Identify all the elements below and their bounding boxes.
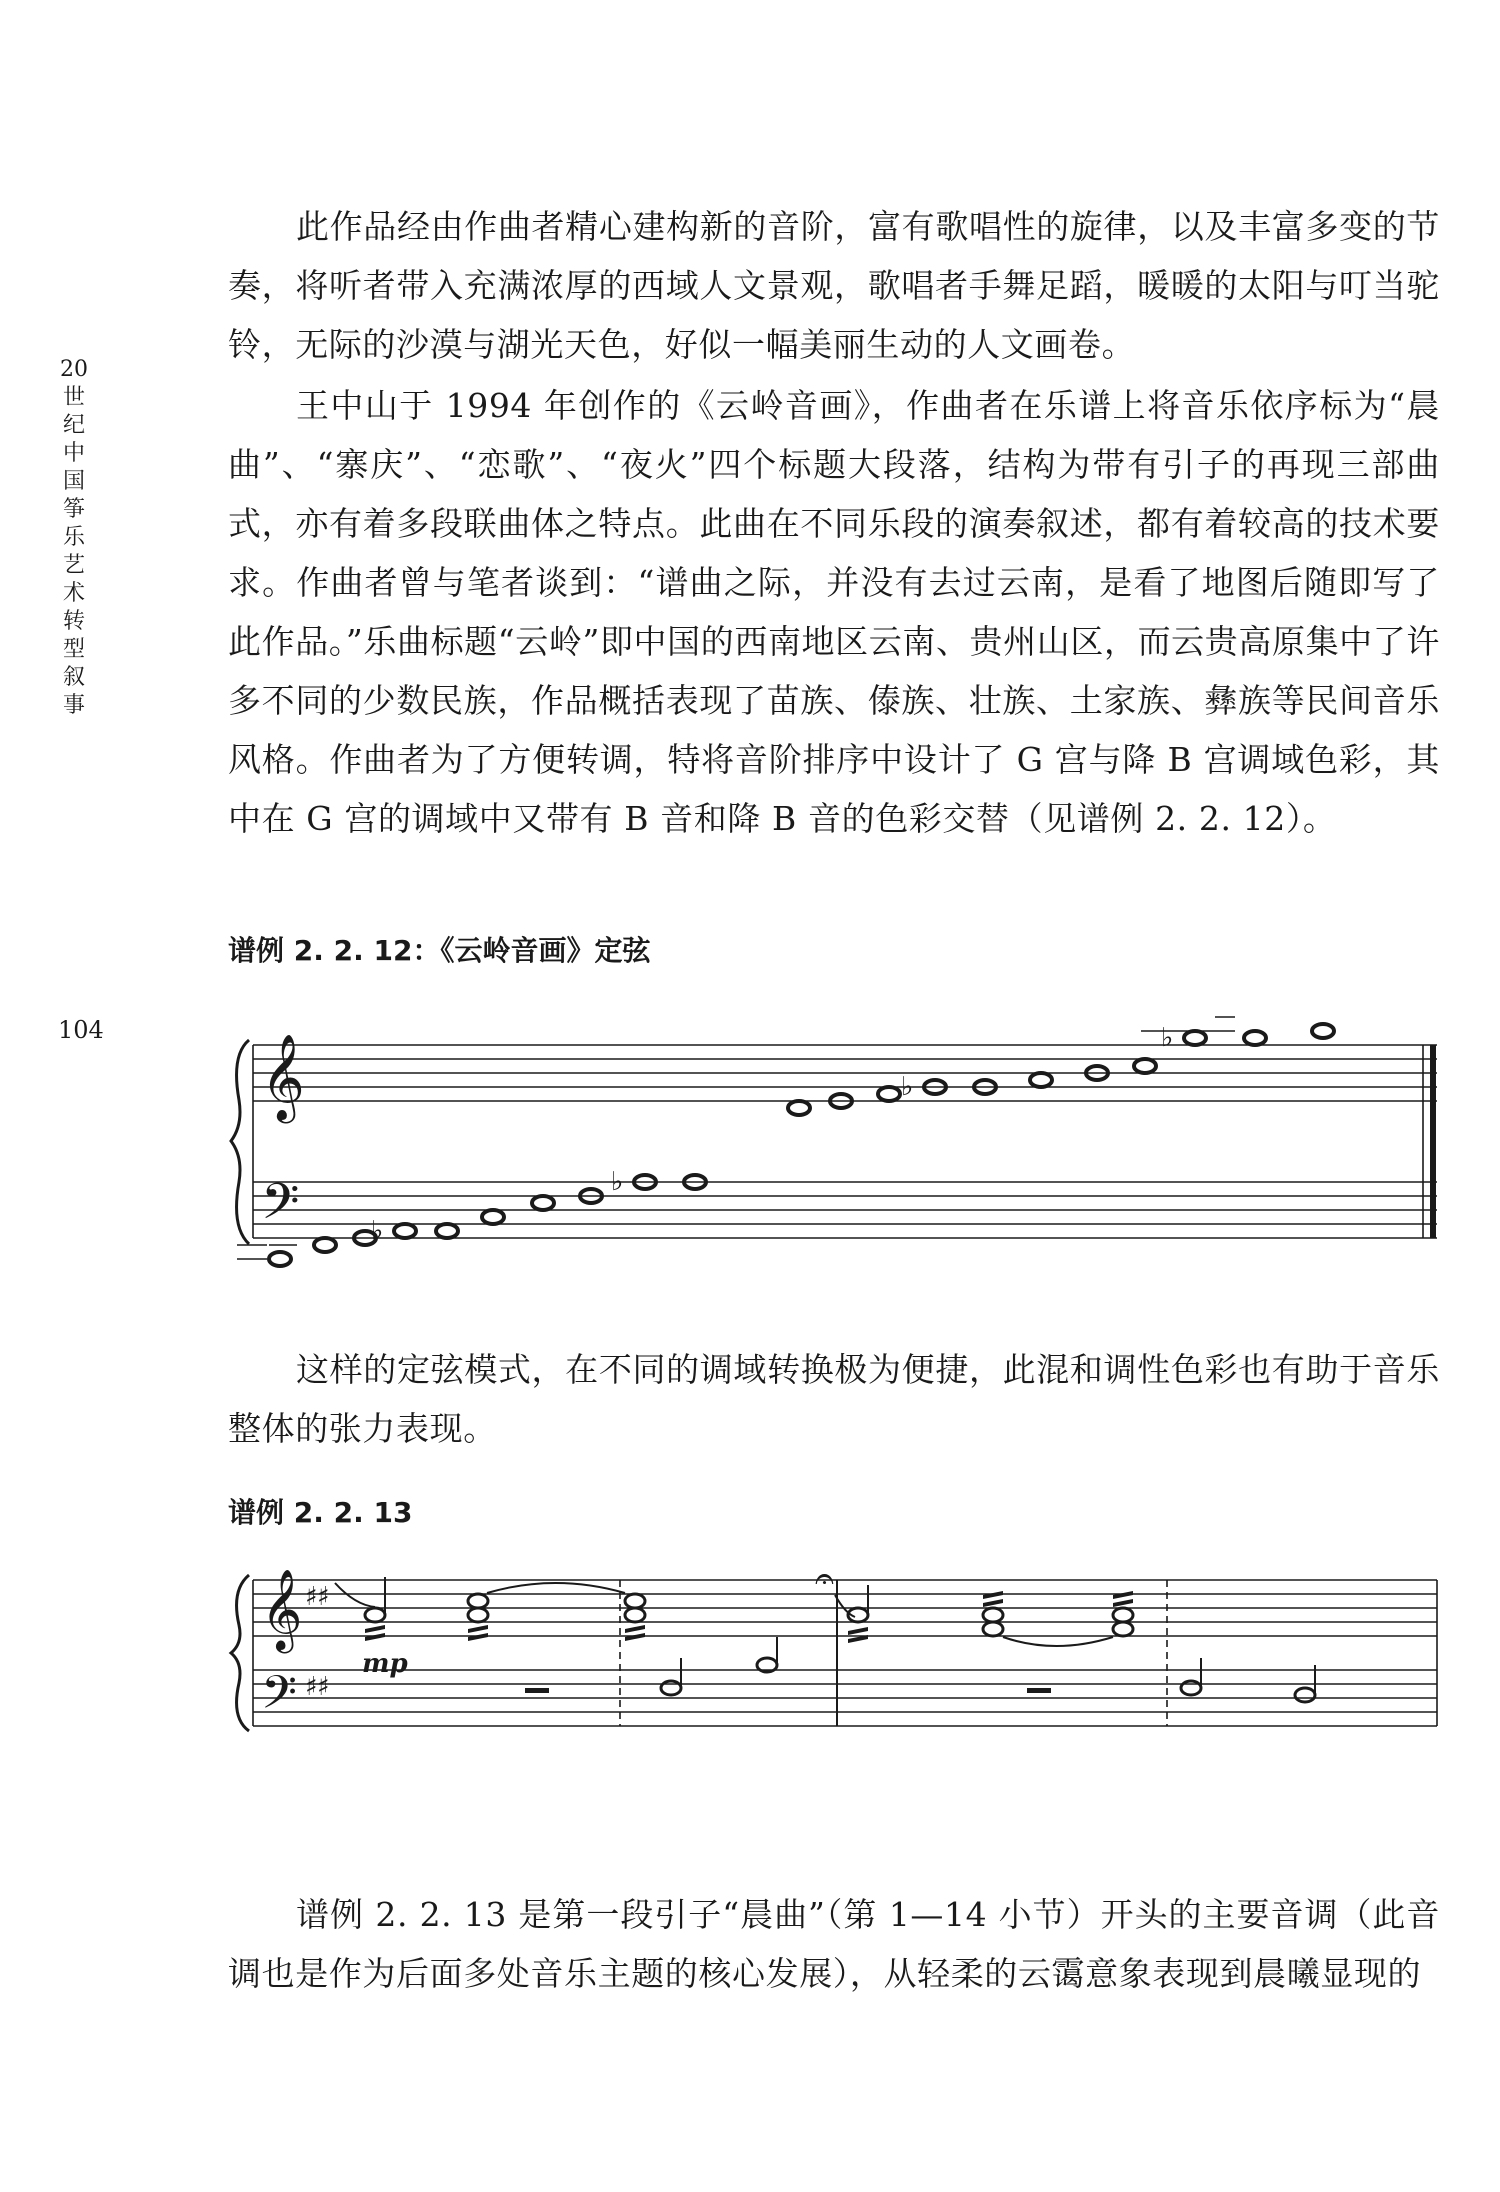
tuning-note — [878, 1087, 900, 1101]
tuning-note — [1184, 1031, 1206, 1045]
page-number: 104 — [58, 1016, 104, 1044]
tuning-note — [314, 1238, 336, 1252]
tuning-note — [532, 1196, 554, 1210]
flat-sign: ♭ — [371, 1216, 384, 1246]
paragraph-2: 王中山于 1994 年创作的《云岭音画》，作曲者在乐谱上将音乐依序标为“晨曲”、“寨庆”、“恋歌”、“夜火”四个标题大段落，结构为带有引子的再现三部曲式，亦有着多段联曲体之特点。此曲在不同乐段的演奏叙述，都有着较高的技术要求。作曲者曾与笔者谈到：“谱曲之际，并没有去过云南，是看了地图后随即写了此作品。”乐曲标题“云岭”即中国的西南地区云南、贵州山区，而云贵高原集中了许多不同的少数民族，作品概括表现了苗族、傣族、壮族、土家族、彝族等民间音乐风格。作曲者为了方便转调，特将音阶排序中设计了 G 宫与降 B 宫调域色彩，其中在 G 宫的调域中又带有 B 音和降 B 音的色彩交替（见谱例 2. 2. 12）。 — [228, 386, 1440, 838]
svg-text:♯: ♯ — [317, 1672, 330, 1702]
tuning-note — [788, 1101, 810, 1115]
tuning-note — [1244, 1031, 1266, 1045]
svg-text:𝄐: 𝄐 — [815, 1565, 834, 1599]
dynamic-mp: mp — [362, 1649, 408, 1679]
svg-text:♯: ♯ — [305, 1672, 318, 1702]
paragraph-3: 这样的定弦模式，在不同的调域转换极为便捷，此混和调性色彩也有助于音乐整体的张力表现。 — [228, 1350, 1440, 1448]
side-running-title: 20 世纪中国筝乐艺术转型叙事 — [60, 357, 88, 718]
opening-score — [225, 1565, 1457, 1747]
tuning-score — [225, 1010, 1457, 1272]
tuning-note — [436, 1224, 458, 1238]
svg-text:𝄢: 𝄢 — [261, 1666, 298, 1731]
flat-sign: ♭ — [611, 1167, 624, 1197]
flat-sign: ♭ — [901, 1072, 914, 1102]
flat-sign: ♭ — [1161, 1023, 1174, 1053]
tuning-note — [1312, 1024, 1334, 1038]
example-2-2-13-caption: 谱例 2. 2. 13 — [228, 1496, 413, 1529]
svg-text:♯: ♯ — [317, 1582, 330, 1612]
svg-text:𝄞: 𝄞 — [261, 1568, 303, 1650]
tuning-note — [394, 1224, 416, 1238]
tuning-note — [482, 1210, 504, 1224]
example-2-2-12-caption: 谱例 2. 2. 12：《云岭音画》定弦 — [228, 934, 651, 967]
tuning-note — [269, 1252, 291, 1266]
paragraph-4: 谱例 2. 2. 13 是第一段引子“晨曲”（第 1—14 小节）开头的主要音调（此音调也是作为后面多处音乐主题的核心发展），从轻柔的云霭意象表现到晨曦显现的 — [228, 1895, 1440, 1993]
tuning-note — [1134, 1059, 1156, 1073]
tuning-note — [1030, 1073, 1052, 1087]
svg-text:𝄢: 𝄢 — [261, 1173, 300, 1243]
svg-text:𝄞: 𝄞 — [261, 1034, 305, 1120]
paragraph-1: 此作品经由作曲者精心建构新的音阶，富有歌唱性的旋律，以及丰富多变的节奏，将听者带入充满浓厚的西域人文景观，歌唱者手舞足蹈，暖暖的太阳与叮当驼铃，无际的沙漠与湖光天色，好似一幅美丽生动的人文画卷。 — [228, 207, 1440, 364]
svg-text:♯: ♯ — [305, 1582, 318, 1612]
